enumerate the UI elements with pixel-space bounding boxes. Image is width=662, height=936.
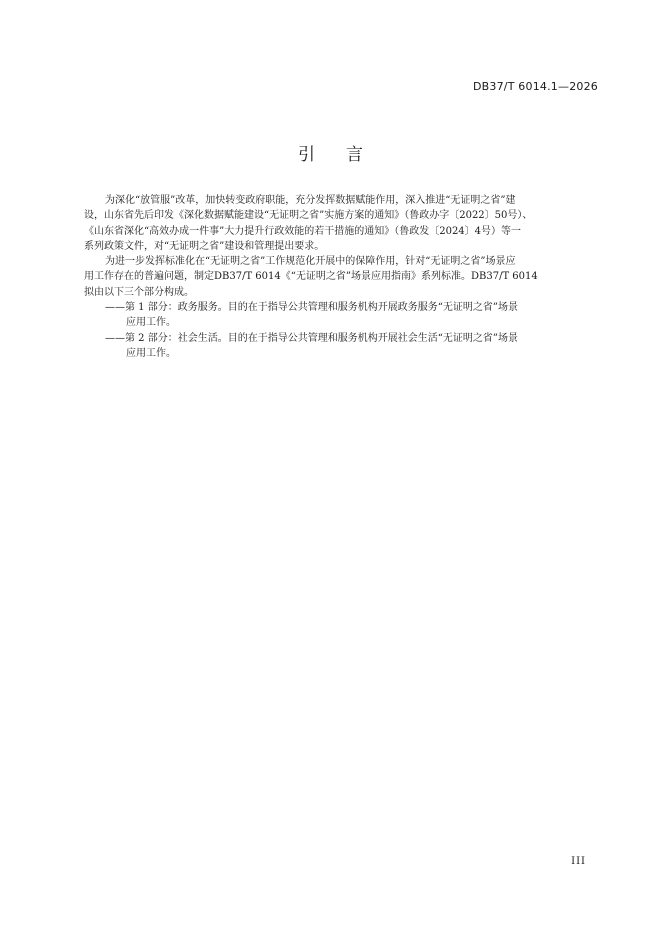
list-item-part-2 xyxy=(84,331,584,362)
paragraph-line: 系列政策文件，对“无证明之省”建设和管理提出要求。 xyxy=(84,240,325,252)
paragraph-2 xyxy=(84,254,584,300)
section-title xyxy=(0,140,662,165)
list-item-line: ——第 1 部分：政务服务。目的在于指导公共管理和服务机构开展政务服务“无证明之省”场景 xyxy=(105,302,518,314)
paragraph-line: 为进一步发挥标准化在“无证明之省”工作规范化开展中的保障作用，针对“无证明之省”场景应 xyxy=(105,256,516,268)
list-item-part-1 xyxy=(84,300,584,331)
paragraph-line: 设，山东省先后印发《深化数据赋能建设“无证明之省”实施方案的通知》（鲁政办字〔2022〕50号）、 xyxy=(84,210,533,222)
title-char-2: 言 xyxy=(346,145,364,165)
document-code: DB37/T 6014.1—2026 xyxy=(472,80,598,93)
introduction-body xyxy=(84,193,584,361)
paragraph-line: 用工作存在的普遍问题，制定DB37/T 6014《“无证明之省”场景应用指南》系列标准。DB37/T 6014 xyxy=(84,271,538,283)
list-item-continuation: 应用工作。 xyxy=(126,317,176,329)
paragraph-line: 为深化“放管服”改革，加快转变政府职能，充分发挥数据赋能作用，深入推进“无证明之省”建 xyxy=(105,195,516,206)
paragraph-line: 拟由以下三个部分构成。 xyxy=(84,286,194,298)
list-item-line: ——第 2 部分：社会生活。目的在于指导公共管理和服务机构开展社会生活“无证明之省”场景 xyxy=(105,332,518,344)
list-item-continuation: 应用工作。 xyxy=(126,347,176,359)
page-number: III xyxy=(571,856,586,867)
paragraph-1 xyxy=(84,193,584,254)
title-char-1: 引 xyxy=(298,145,316,165)
paragraph-line: 《山东省深化“高效办成一件事”大力提升行政效能的若干措施的通知》（鲁政发〔2024〕4号）等一 xyxy=(84,225,522,237)
